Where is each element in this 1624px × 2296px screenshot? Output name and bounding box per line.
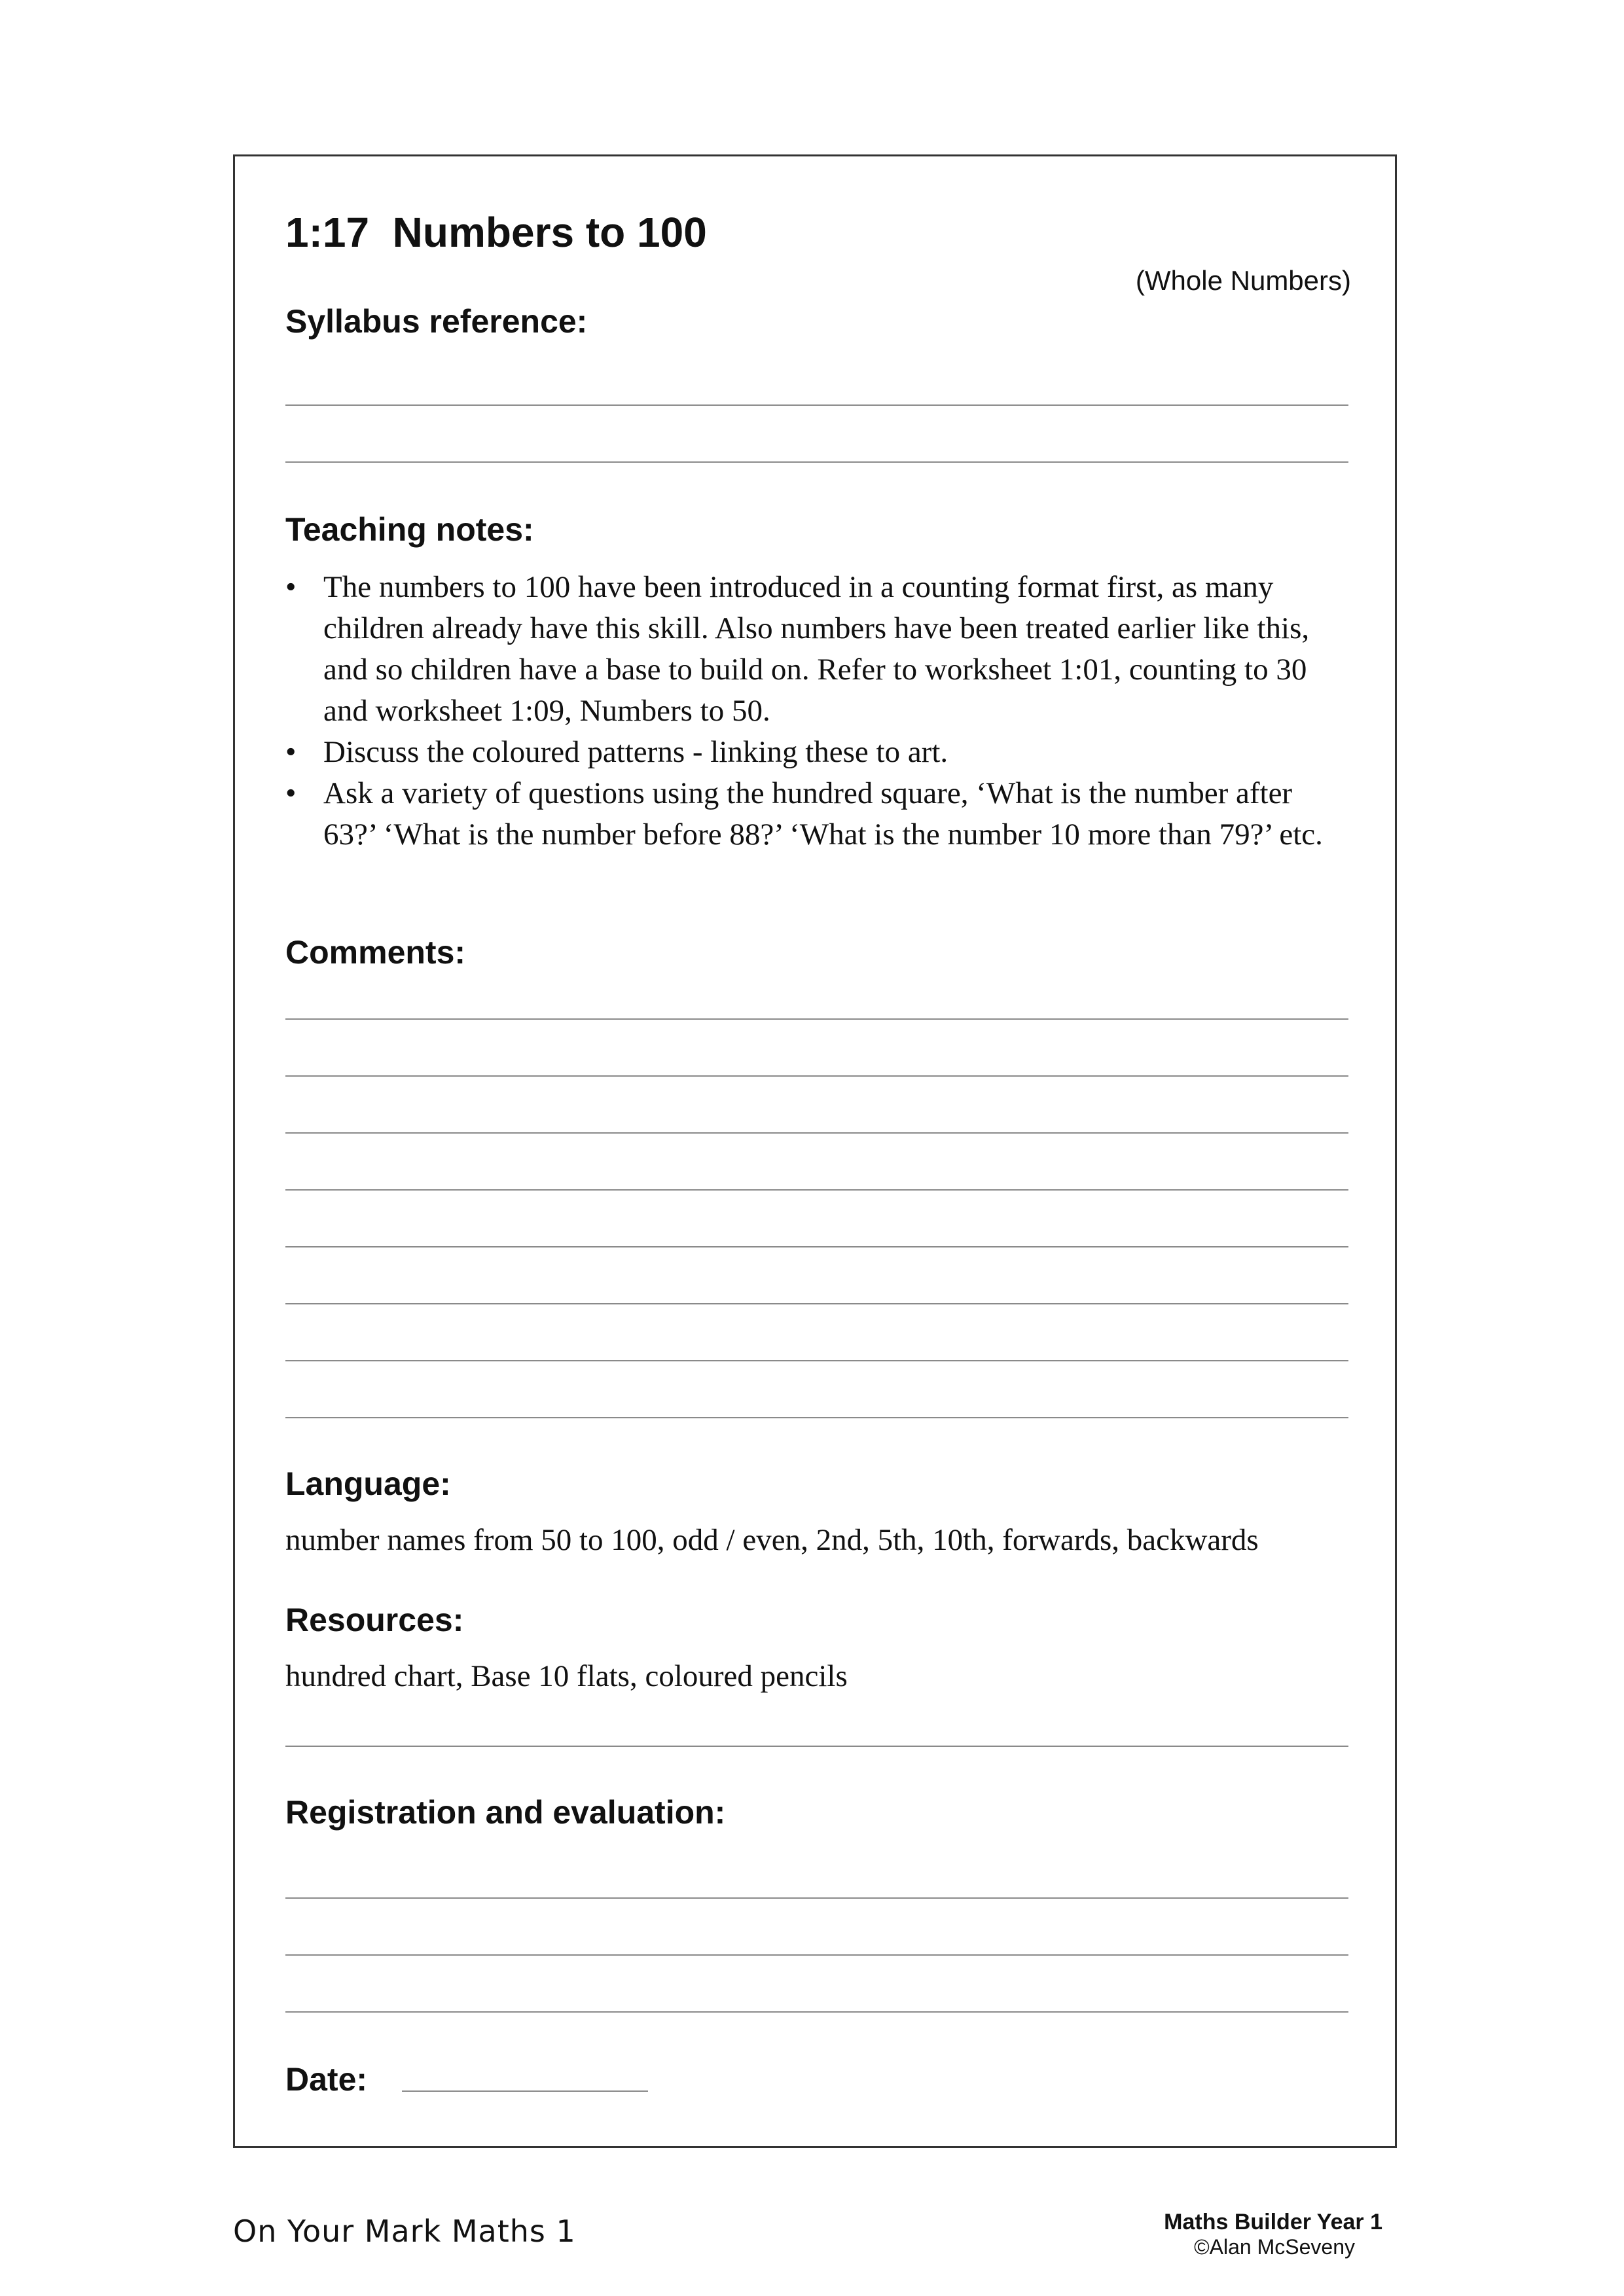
registration-line [285, 2011, 1348, 2013]
comments-line [285, 1189, 1348, 1191]
footer-credits [1139, 2210, 1382, 2259]
syllabus-heading: Syllabus reference: [285, 303, 588, 340]
comments-line [285, 1246, 1348, 1247]
comments-line [285, 1303, 1348, 1304]
registration-line [285, 1954, 1348, 1956]
registration-line [285, 1897, 1348, 1899]
list-item: • Ask a variety of questions using the hundred square, ‘What is the number after 63?’ ‘What is the number before 88?’ ‘What is the number 10 more than 79?’ etc. [285, 773, 1346, 855]
language-text: number names from 50 to 100, odd / even, 2nd, 5th, 10th, forwards, backwards [285, 1523, 1259, 1557]
teaching-notes-heading: Teaching notes: [285, 511, 534, 548]
footer-author: ©Alan McSeveny [1194, 2235, 1355, 2259]
comments-heading: Comments: [285, 934, 466, 971]
comments-line [285, 1075, 1348, 1077]
comments-line [285, 1360, 1348, 1361]
comments-line [285, 1417, 1348, 1418]
syllabus-line [285, 404, 1348, 406]
registration-heading: Registration and evaluation: [285, 1794, 726, 1831]
date-label: Date: [285, 2061, 368, 2098]
footer-series: Maths Builder Year 1 [1164, 2210, 1382, 2234]
page-title: 1:17 Numbers to 100 [285, 209, 707, 256]
resources-line [285, 1746, 1348, 1747]
teaching-notes-list [285, 567, 1346, 855]
comments-line [285, 1132, 1348, 1134]
category-label: (Whole Numbers) [1135, 265, 1351, 296]
date-field-line [402, 2090, 648, 2092]
list-item: • The numbers to 100 have been introduced in a counting format first, as many children already have this skill. Also numbers have been treated earlier like this, and so children have a base to build on. Refer to worksheet 1:01, counting to 30 and worksheet 1:09, Numbers to 50. [285, 567, 1346, 732]
language-heading: Language: [285, 1465, 451, 1502]
comments-line [285, 1018, 1348, 1020]
resources-text: hundred chart, Base 10 flats, coloured pencils [285, 1659, 848, 1693]
resources-heading: Resources: [285, 1602, 464, 1638]
footer-book-title: On Your Mark Maths 1 [233, 2214, 576, 2249]
syllabus-line [285, 461, 1348, 463]
list-item: • Discuss the coloured patterns - linking these to art. [285, 732, 1346, 773]
page-frame [233, 154, 1397, 2148]
